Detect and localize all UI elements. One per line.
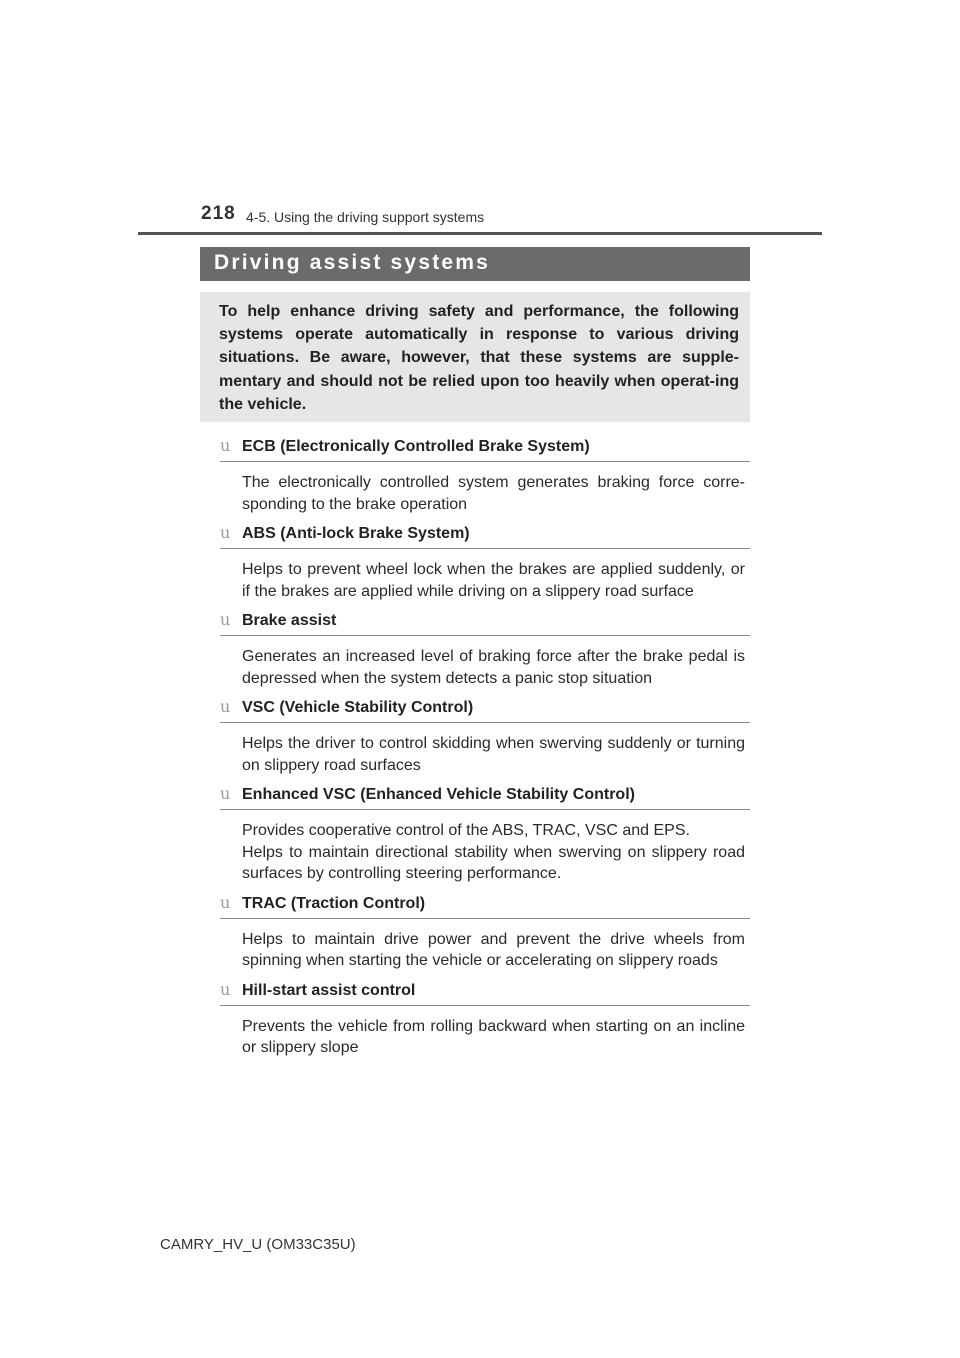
item-title: Enhanced VSC (Enhanced Vehicle Stability Control): [242, 786, 635, 803]
item-heading: [220, 436, 750, 462]
item-heading: [220, 523, 750, 549]
title-bar: [200, 247, 750, 281]
item-description: [220, 919, 750, 972]
list-item: [220, 893, 750, 972]
item-description-line: Helps to maintain drive power and prevent the drive wheels from spinning when starting the vehicle or accelerating on slippery roads: [242, 930, 745, 969]
list-item: [220, 610, 750, 689]
item-title: VSC (Vehicle Stability Control): [242, 699, 474, 716]
item-description-line: Provides cooperative control of the ABS, TRAC, VSC and EPS.: [242, 822, 690, 839]
item-description: [220, 636, 750, 689]
bullet-icon: u: [220, 979, 231, 999]
item-title: Brake assist: [242, 612, 337, 629]
section-label: 4-5. Using the driving support systems: [246, 209, 485, 225]
bullet-icon: u: [220, 523, 231, 542]
item-description-line: Helps to prevent wheel lock when the brakes are applied suddenly, or if the brakes are applied while driving on a slippery road surface: [242, 561, 745, 600]
item-heading: [220, 980, 750, 1006]
item-title: TRAC (Traction Control): [242, 894, 426, 912]
item-title: ABS (Anti-lock Brake System): [242, 525, 470, 542]
item-heading: [220, 697, 750, 723]
bullet-icon: u: [220, 697, 231, 716]
item-description-line: Helps to maintain directional stability when swerving on slippery road surfaces by controlling steering performance.: [242, 843, 745, 882]
item-title: ECB (Electronically Controlled Brake System): [242, 438, 590, 455]
bullet-icon: u: [220, 610, 231, 629]
intro-text: To help enhance driving safety and performance, the following systems operate automatically in response to various driving situations. Be aware, however, that these systems are supple-mentary and should not be relied upon too heavily when operat-ing the vehicle.: [219, 303, 739, 413]
item-description-line: Helps the driver to control skidding when swerving suddenly or turning on slippery road surfaces: [242, 735, 745, 774]
bullet-icon: u: [220, 784, 231, 803]
item-description-line: Generates an increased level of braking force after the brake pedal is depressed when the system detects a panic stop situation: [242, 648, 745, 687]
item-heading: [220, 610, 750, 636]
item-description: [220, 810, 750, 885]
item-description: [220, 723, 750, 776]
list-item: [220, 436, 750, 515]
bullet-icon: u: [220, 892, 231, 912]
header-divider: [138, 232, 822, 235]
system-list: [220, 436, 750, 1067]
item-description: [220, 549, 750, 602]
document-code: CAMRY_HV_U (OM33C35U): [160, 1236, 356, 1253]
page-title: Driving assist systems: [214, 251, 491, 274]
page-number: 218: [201, 203, 236, 224]
item-heading: [220, 784, 750, 810]
intro-box: [200, 292, 750, 422]
item-title: Hill-start assist control: [242, 981, 416, 999]
list-item: [220, 523, 750, 602]
list-item: [220, 980, 750, 1059]
item-description-line: The electronically controlled system generates braking force corre-sponding to the brake operation: [242, 474, 745, 513]
list-item: [220, 697, 750, 776]
item-heading: [220, 893, 750, 919]
item-description: [220, 1006, 750, 1059]
list-item: [220, 784, 750, 885]
item-description: [220, 462, 750, 515]
bullet-icon: u: [220, 436, 231, 455]
item-description-line: Prevents the vehicle from rolling backward when starting on an incline or slippery slope: [242, 1017, 745, 1056]
